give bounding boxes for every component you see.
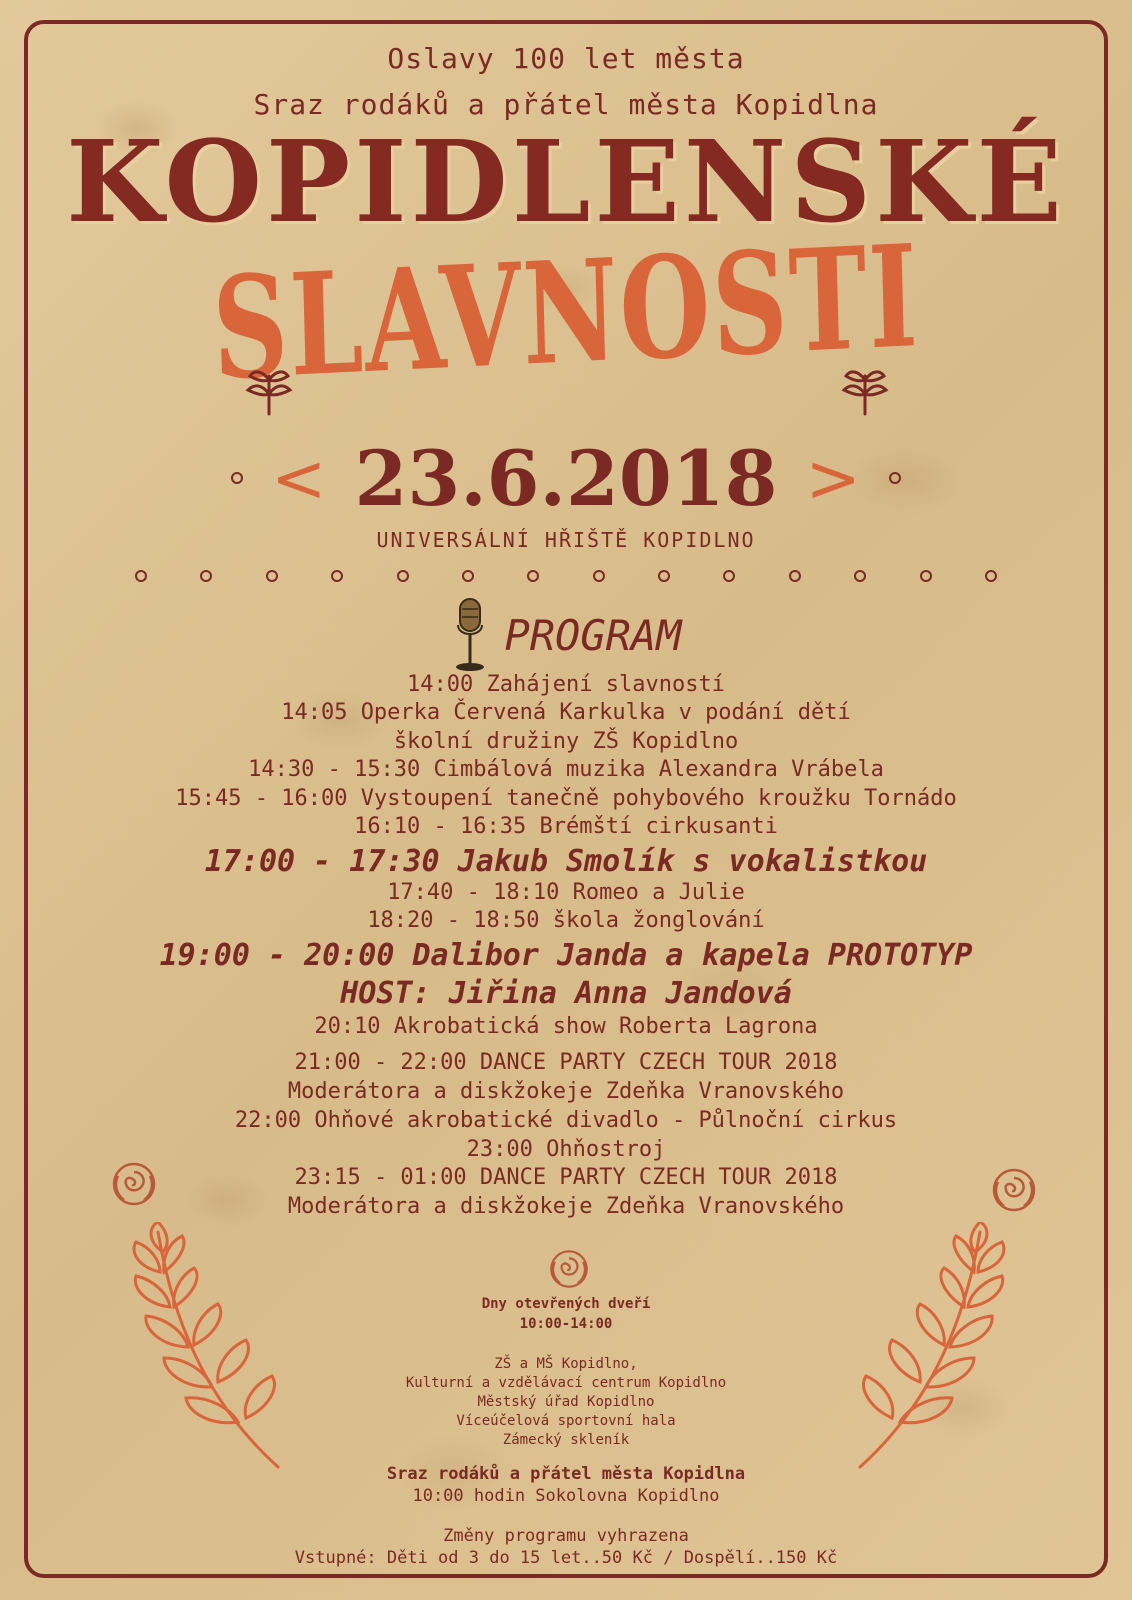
intro-line-1: Oslavy 100 let města	[387, 42, 745, 75]
ornament-dot	[231, 472, 243, 484]
date-row	[0, 433, 1132, 523]
program-item: 23:15 - 01:00 DANCE PARTY CZECH TOUR 2018	[294, 1165, 838, 1190]
microphone-icon	[450, 597, 490, 673]
intro-line-2: Sraz rodáků a přátel města Kopidlna	[253, 88, 879, 121]
program-item: 14:00 Zahájení slavností	[407, 672, 725, 697]
title-sub: SLAVNOSTI	[210, 212, 922, 412]
program-item-highlight: 19:00 - 20:00 Dalibor Janda a kapela PROTOTYP	[159, 938, 973, 973]
program-item: 18:20 - 18:50 škola žonglování	[367, 908, 765, 933]
event-date: 23.6.2018	[354, 433, 778, 523]
program-item: 22:00 Ohňové akrobatické divadlo - Půlnoční cirkus	[234, 1108, 898, 1133]
laurel-branch-icon	[108, 1222, 288, 1472]
chevron-left-icon: <	[271, 439, 327, 517]
program-item-highlight: 17:00 - 17:30 Jakub Smolík s vokalistkou	[204, 844, 928, 879]
open-days-title: Dny otevřených dveří	[481, 1296, 651, 1312]
program-item: 17:40 - 18:10 Romeo a Julie	[387, 880, 745, 905]
sprig-icon	[242, 362, 296, 416]
program-heading	[0, 600, 1132, 670]
ornament-dot	[889, 472, 901, 484]
program-item: Moderátora a diskžokeje Zdeňka Vranovského	[287, 1079, 845, 1104]
reunion-title: Sraz rodáků a přátel města Kopidlna	[386, 1464, 746, 1484]
title-main: KOPIDLENSKÉ	[66, 117, 1066, 248]
program-item: 15:45 - 16:00 Vystoupení tanečně pohybového kroužku Tornádo	[175, 786, 957, 811]
chevron-right-icon: >	[805, 439, 861, 517]
open-days-time: 10:00-14:00	[519, 1316, 613, 1332]
open-days-place: Městský úřad Kopidlno	[477, 1394, 655, 1410]
sprig-icon	[838, 362, 892, 416]
program-item: 21:00 - 22:00 DANCE PARTY CZECH TOUR 2018	[294, 1050, 838, 1075]
open-days-place: Zámecký skleník	[502, 1432, 630, 1448]
changes-note: Změny programu vyhrazena	[443, 1526, 689, 1546]
program-item: 20:10 Akrobatická show Roberta Lagrona	[314, 1014, 818, 1039]
venue: UNIVERSÁLNÍ HŘIŠTĚ KOPIDLNO	[376, 528, 756, 552]
dotted-divider	[135, 570, 997, 582]
rose-icon	[546, 1246, 592, 1292]
rose-icon	[988, 1164, 1040, 1216]
program-item: 23:00 Ohňostroj	[466, 1137, 666, 1162]
entry-fee: Vstupné: Děti od 3 do 15 let..50 Kč / Dospělí..150 Kč	[294, 1548, 838, 1568]
program-item: Moderátora a diskžokeje Zdeňka Vranovského	[287, 1194, 845, 1219]
open-days-place: Kulturní a vzdělávací centrum Kopidlno	[405, 1375, 727, 1391]
program-item-highlight: HOST: Jiřina Anna Jandová	[340, 976, 792, 1011]
program-item: školní družiny ZŠ Kopidlno	[393, 729, 739, 754]
open-days-place: ZŠ a MŠ Kopidlno,	[494, 1356, 638, 1372]
open-days-place: Víceúčelová sportovní hala	[456, 1413, 676, 1429]
reunion-detail: 10:00 hodin Sokolovna Kopidlno	[412, 1486, 720, 1506]
program-label: PROGRAM	[504, 610, 682, 660]
program-item: 14:30 - 15:30 Cimbálová muzika Alexandra Vrábela	[248, 757, 884, 782]
rose-icon	[108, 1158, 160, 1210]
laurel-branch-icon	[850, 1222, 1030, 1472]
program-item: 16:10 - 16:35 Brémští cirkusanti	[354, 814, 778, 839]
program-item: 14:05 Operka Červená Karkulka v podání dětí	[281, 700, 851, 725]
